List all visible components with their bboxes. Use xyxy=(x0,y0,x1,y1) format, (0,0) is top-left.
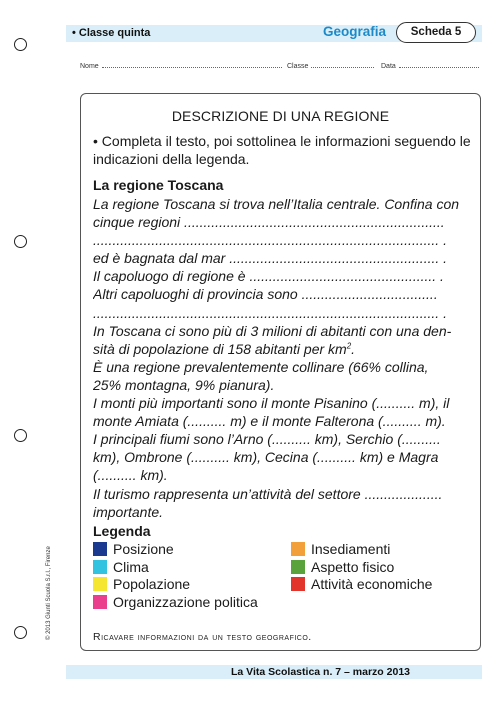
instruction-text: • Completa il testo, poi sottolinea le informazioni seguendo le indicazioni della legenda. xyxy=(93,133,471,167)
date-field[interactable] xyxy=(381,62,479,70)
text-line: 25% montagna, 9% pianura). xyxy=(93,376,275,393)
binder-hole xyxy=(14,429,27,442)
section-title: La regione Toscana xyxy=(93,177,224,193)
worksheet-title: DESCRIZIONE DI UNA REGIONE xyxy=(171,108,390,124)
swatch-icon xyxy=(291,560,305,574)
legend-item-posizione xyxy=(93,541,174,558)
fill-line[interactable]: I monti più importanti sono il monte Pisanino (.......... m), il xyxy=(93,395,450,412)
legend-label: Clima xyxy=(113,558,149,575)
fill-line[interactable]: km), Ombrone (.......... km), Cecina (.......... km) e Magra xyxy=(93,449,439,466)
legend-item-popolazione xyxy=(93,576,190,593)
density-text: sità di popolazione di 158 abitanti per km xyxy=(93,340,347,357)
fill-line[interactable]: monte Amiata (.......... m) e il monte Falterona (.......... m). xyxy=(93,413,446,430)
swatch-icon xyxy=(93,577,107,591)
legend-item-organizzazione xyxy=(93,594,258,611)
legend-title: Legenda xyxy=(93,523,151,539)
legend-label: Insediamenti xyxy=(311,541,391,557)
fill-line[interactable]: Altri capoluoghi di provincia sono ................................... xyxy=(93,286,438,303)
legend-label: Popolazione xyxy=(113,576,191,592)
header-bar xyxy=(66,25,482,42)
footer-bar xyxy=(66,665,482,679)
name-field[interactable] xyxy=(80,62,282,70)
exercise-text xyxy=(93,195,471,521)
superscript: 2 xyxy=(346,341,352,351)
class-field-label: Classe xyxy=(287,63,309,70)
text-line xyxy=(93,340,471,358)
fill-line[interactable]: ed è bagnata dal mar ...................................................... . xyxy=(93,250,448,267)
worksheet-frame xyxy=(80,93,481,651)
swatch-icon xyxy=(93,595,107,609)
legend-label: Aspetto fisico xyxy=(311,558,395,575)
footer-text: La Vita Scolastica n. 7 – marzo 2013 xyxy=(231,666,410,678)
subject-label: Geografia xyxy=(322,24,386,39)
legend-item-clima xyxy=(93,559,149,576)
text-line: È una regione prevalentemente collinare (66% collina, xyxy=(93,358,429,375)
footnote: Ricavare informazioni da un testo geografico. xyxy=(93,631,312,643)
binder-hole xyxy=(14,626,27,639)
legend-label: Posizione xyxy=(113,541,174,557)
swatch-icon xyxy=(93,560,107,574)
copyright-notice: © 2013 Giunti Scuola S.r.l., Firenze xyxy=(46,546,52,640)
legend-item-insediamenti xyxy=(291,541,390,558)
swatch-icon xyxy=(291,542,305,556)
text-line: La regione Toscana si trova nell’Italia centrale. Confina con xyxy=(93,196,460,212)
fill-line[interactable]: Il turismo rappresenta un’attività del settore .................... xyxy=(93,485,443,502)
fill-line[interactable]: (.......... km). xyxy=(93,467,168,484)
fill-line[interactable]: ......................................................................................... . xyxy=(93,304,447,321)
text-line: In Toscana ci sono più di 3 milioni di abitanti con una den- xyxy=(93,322,452,339)
class-label: • Classe quinta xyxy=(72,27,151,39)
legend-label: Organizzazione politica xyxy=(113,593,258,610)
class-field[interactable] xyxy=(287,62,374,70)
fill-line[interactable]: I principali fiumi sono l’Arno (.......... km), Serchio (.......... xyxy=(93,431,441,448)
legend-item-aspetto-fisico xyxy=(291,559,394,576)
binder-hole xyxy=(14,235,27,248)
date-label: Data xyxy=(381,63,396,70)
fill-line[interactable]: cinque regioni ................................................................... xyxy=(93,214,445,231)
binder-hole xyxy=(14,38,27,51)
period: . xyxy=(351,340,356,357)
legend-label: Attività economiche xyxy=(311,576,433,592)
swatch-icon xyxy=(291,577,305,591)
name-label: Nome xyxy=(80,63,99,70)
fill-line[interactable]: ......................................................................................... . xyxy=(93,232,447,249)
text-line: importante. xyxy=(93,503,164,520)
sheet-badge: Scheda 5 xyxy=(396,22,476,43)
swatch-icon xyxy=(93,542,107,556)
legend-item-attivita xyxy=(291,576,432,593)
fill-line[interactable]: Il capoluogo di regione è ................................................ . xyxy=(93,268,444,285)
